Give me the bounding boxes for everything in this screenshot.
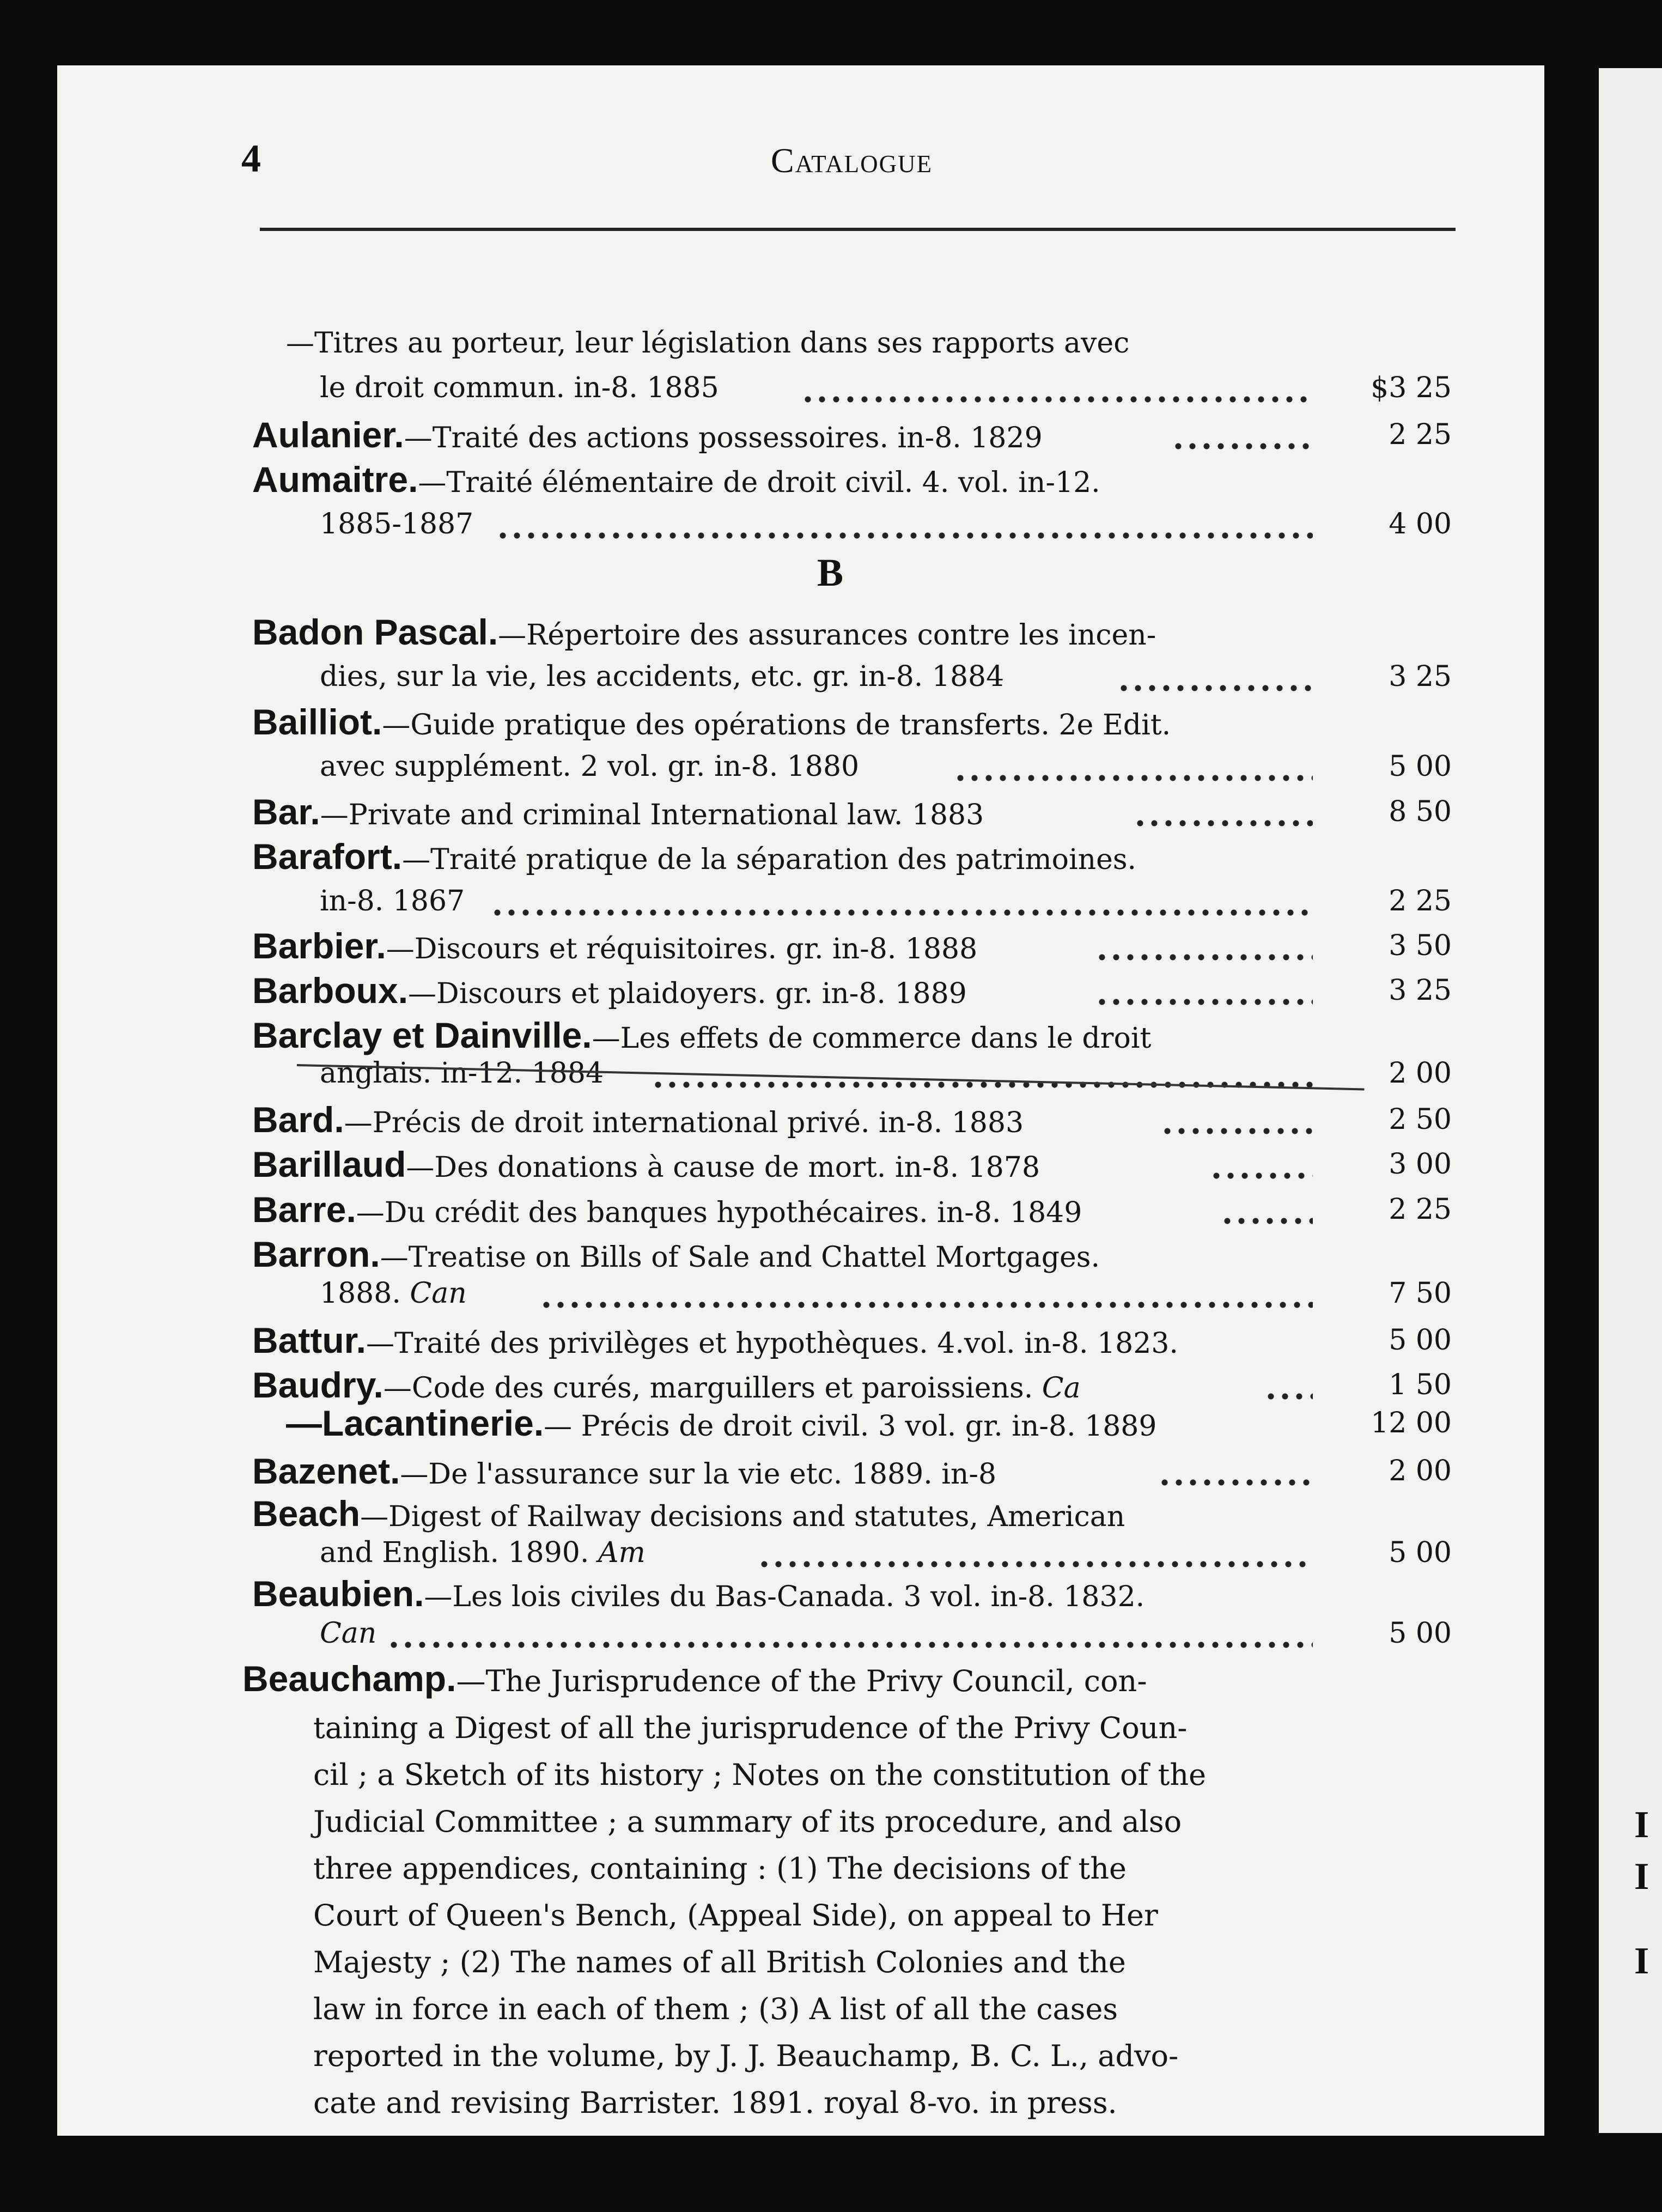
entry-line [320,502,473,546]
beauchamp-line: cate and revising Barrister. 1891. royal 8-vo. in press. [313,2086,1117,2120]
beauchamp-entry [242,1655,1277,2126]
entry-text: and English. 1890. [320,1536,589,1569]
entry-author: —Lacantinerie. [286,1403,544,1443]
entry-author: Barboux. [252,970,409,1011]
entry-text: —Discours et plaidoyers. gr. in-8. 1889 [408,977,967,1010]
catalogue-entries [57,65,1544,2136]
entry-author: Aulanier. [252,415,404,455]
entry-note: Can [320,1617,377,1650]
entry-author: Bailliot. [252,702,382,742]
entry-line [252,1188,1082,1231]
entry-text: —Traité pratique de la séparation des patrimoines. [402,843,1137,876]
beauchamp-line: reported in the volume, by J. J. Beauchamp, B. C. L., advo- [313,2039,1179,2073]
entry-price: 5 00 [1389,1324,1452,1357]
entry-line [252,610,1156,654]
entry-price: 1 50 [1389,1369,1452,1401]
entry-line [252,1449,996,1493]
entry-line [320,366,719,410]
leader-dots [496,531,1313,540]
entry-line [252,1098,1024,1141]
leader-dots [1117,684,1313,692]
entry-note: Ca [1042,1372,1081,1405]
entry-line [286,321,1129,365]
entry-text: 1885-1887 [320,508,474,540]
leader-dots [953,774,1313,782]
entry-text: —Guide pratique des opérations de transferts. 2e Edit. [382,709,1171,742]
entry-text: —Répertoire des assurances contre les incen- [498,619,1156,652]
entry-price: 2 00 [1389,1057,1452,1090]
entry-text: —Treatise on Bills of Sale and Chattel Mortgages. [380,1241,1100,1274]
entry-line [252,458,1100,501]
entry-author: Barillaud [252,1144,406,1184]
entry-text: avec supplément. 2 vol. gr. in-8. 1880 [320,750,860,783]
entry-price: 2 50 [1389,1103,1452,1136]
page-number: 4 [241,137,261,180]
entry-price: 12 00 [1371,1407,1452,1439]
entry-price: 4 00 [1389,508,1452,540]
entry-line [320,879,465,923]
entry-line [252,924,977,968]
leader-dots [1171,442,1313,451]
running-title: Catalogue [771,141,933,180]
leader-dots [1158,1478,1313,1487]
entry-line [252,1318,1178,1362]
entry-text: —Du crédit des banques hypothécaires. in-8. 1849 [356,1196,1082,1229]
entry-author: Bard. [252,1099,344,1140]
entry-author: Beaubien. [252,1573,424,1614]
entry-line [252,1492,1125,1535]
entry-price: 5 00 [1389,750,1452,783]
entry-line [252,1363,1081,1407]
entry-author: Beach [252,1493,361,1534]
entry-author: Bar. [252,792,320,832]
leader-dots [801,395,1313,404]
entry-text: —Traité des actions possessoires. in-8. 1829 [404,422,1043,454]
leader-dots [757,1560,1313,1569]
entry-author: Barron. [252,1234,380,1274]
entry-text: —Les lois civiles du Bas-Canada. 3 vol. in-8. 1832. [424,1581,1145,1613]
entry-price: 3 00 [1389,1148,1452,1181]
beauchamp-line: law in force in each of them ; (3) A list of all the cases [313,1992,1118,2026]
leader-dots [539,1301,1313,1309]
entry-author: Aumaitre. [252,459,418,500]
entry-text: dies, sur la vie, les accidents, etc. gr. in-8. 1884 [320,660,1004,693]
catalogue-page [57,65,1544,2136]
entry-price: 2 25 [1389,1193,1452,1226]
entry-price: 2 25 [1389,885,1452,917]
entry-text: —Discours et réquisitoires. gr. in-8. 1888 [386,933,978,965]
leader-dots [490,908,1313,917]
adjacent-page-letter: I [1634,1804,1649,1846]
entry-line [252,790,984,834]
entry-text: —Les effets de commerce dans le droit [592,1022,1152,1055]
entry-text: —De l'assurance sur la vie etc. 1889. in-8 [400,1458,997,1491]
entry-author: Barclay et Dainville. [252,1015,592,1055]
beauchamp-line: taining a Digest of all the jurisprudence of the Privy Coun- [313,1711,1188,1745]
entry-author: Barbier. [252,926,386,966]
entry-text: —Des donations à cause de mort. in-8. 1878 [406,1151,1040,1184]
beauchamp-line: Majesty ; (2) The names of all British Colonies and the [313,1945,1126,1979]
page-gutter [1544,65,1599,2136]
entry-price: 2 25 [1389,418,1452,451]
entry-text: le droit commun. in-8. 1885 [320,372,719,404]
entry-price: 3 25 [1389,660,1452,693]
leader-dots [387,1640,1313,1649]
entry-text: — Précis de droit civil. 3 vol. gr. in-8. 1889 [544,1410,1157,1443]
entry-line [252,1013,1151,1057]
entry-line [320,1531,646,1575]
entry-text: —The Jurisprudence of the Privy Council, con- [456,1664,1147,1698]
entry-price: 2 00 [1389,1455,1452,1487]
entry-text: —Précis de droit international privé. in-8. 1883 [344,1107,1024,1139]
entry-line [320,1052,604,1095]
beauchamp-line: Judicial Committee ; a summary of its procedure, and also [313,1804,1182,1839]
beauchamp-line: cil ; a Sketch of its history ; Notes on the constitution of the [313,1758,1207,1792]
entry-text: —Titres au porteur, leur législation dans ses rapports avec [286,327,1130,360]
entry-author: Battur. [252,1320,367,1360]
entry-line [320,745,859,788]
entry-line [320,1612,376,1655]
entry-author: Badon Pascal. [252,612,498,652]
adjacent-page-edge [1599,68,1662,2133]
entry-price: 5 00 [1389,1536,1452,1569]
entry-text: —Code des curés, marguillers et paroissiens. [383,1372,1033,1405]
entry-line [252,835,1136,878]
adjacent-page-letter: I [1634,1940,1649,1982]
adjacent-page-letter: I [1634,1856,1649,1898]
entry-line [252,1232,1100,1276]
entry-text: anglais. in-12. 1884 [320,1057,604,1090]
entry-author: Baudry. [252,1365,383,1405]
entry-line [320,655,1004,698]
beauchamp-line: three appendices, containing : (1) The decisions of the [313,1851,1127,1886]
entry-line [252,413,1043,457]
entry-text: 1888. [320,1277,401,1310]
beauchamp-lead [242,1655,1277,1705]
entry-author: Barafort. [252,836,403,877]
entry-text: in-8. 1867 [320,885,465,917]
entry-line [252,1572,1144,1615]
entry-note: Am [598,1536,646,1569]
entry-note: Can [410,1277,467,1310]
entry-line [320,1272,467,1315]
entry-text: —Traité élémentaire de droit civil. 4. vol. in-12. [418,466,1100,499]
entry-price: $3 25 [1371,372,1452,404]
entry-author: Bazenet. [252,1451,400,1491]
entry-price: 8 50 [1389,795,1452,828]
entry-line [252,969,967,1012]
leader-dots [1209,1171,1313,1180]
leader-dots [1133,819,1313,828]
leader-dots [1264,1392,1313,1401]
entry-price: 7 50 [1389,1277,1452,1310]
entry-price: 3 50 [1389,929,1452,962]
beauchamp-line: Court of Queen's Bench, (Appeal Side), on appeal to Her [313,1898,1158,1933]
entry-line [252,700,1171,744]
entry-author: Barre. [252,1189,356,1230]
entry-text: —Traité des privilèges et hypothèques. 4.vol. in-8. 1823. [366,1327,1178,1360]
entry-price: 5 00 [1389,1617,1452,1650]
leader-dots [1095,953,1313,962]
entry-text: —Digest of Railway decisions and statutes, American [360,1500,1125,1533]
entry-author: Beauchamp. [242,1658,456,1699]
leader-dots [1220,1217,1313,1225]
section-heading-b: B [817,551,844,594]
leader-dots [1095,998,1313,1006]
entry-text: —Private and criminal International law. 1883 [320,799,984,831]
entry-price: 3 25 [1389,974,1452,1007]
entry-line [286,1401,1156,1445]
leader-dots [1160,1127,1313,1135]
entry-line [252,1143,1040,1186]
